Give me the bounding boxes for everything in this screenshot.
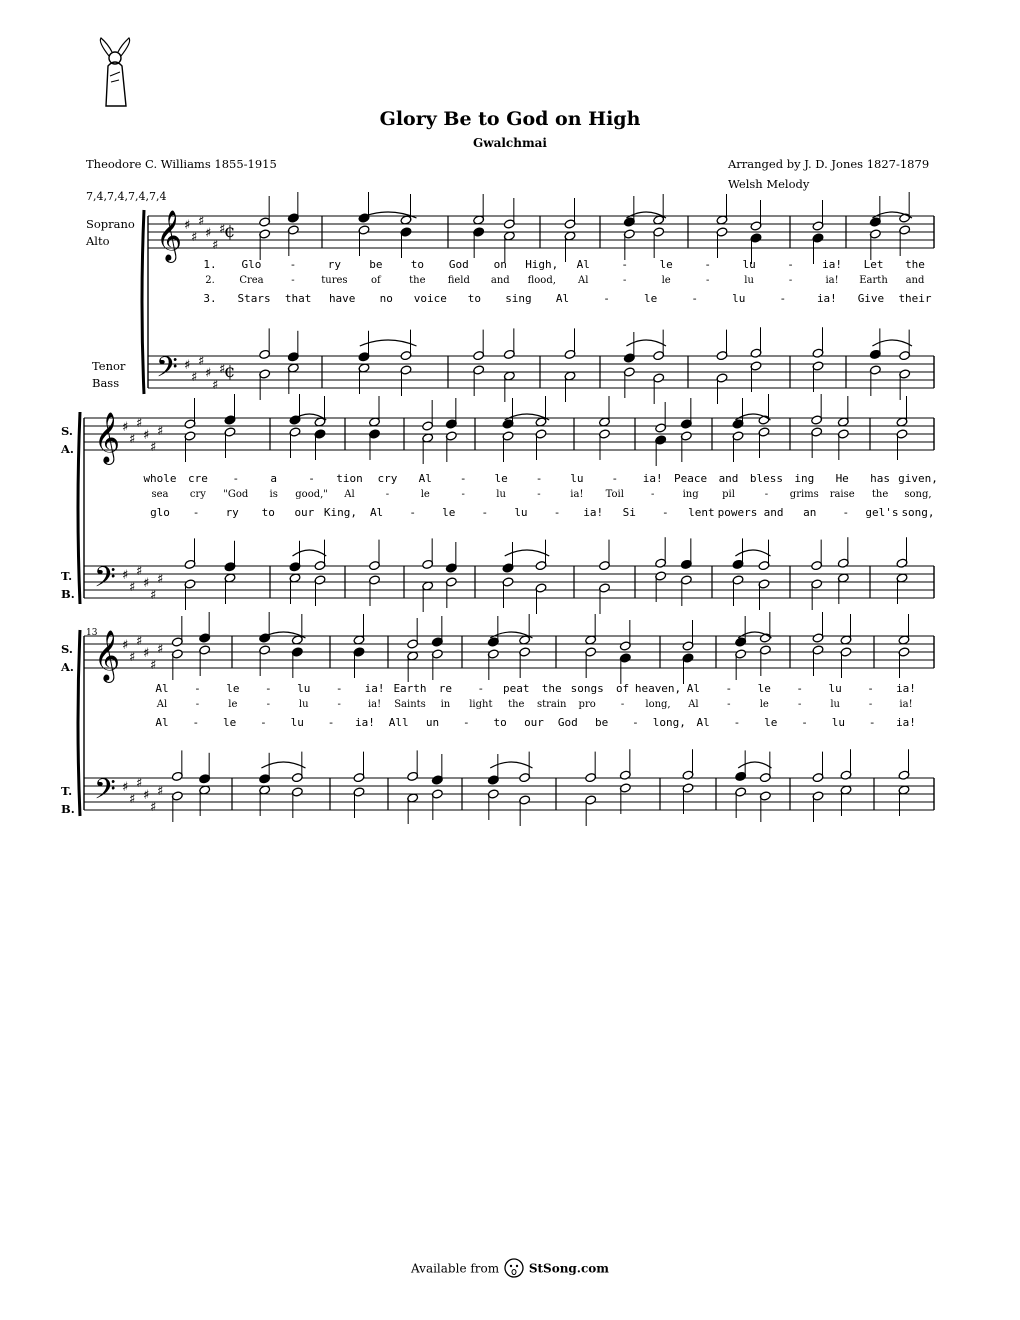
sharp-icon: ♯	[150, 588, 157, 603]
sharp-icon: ♯	[198, 214, 205, 229]
sharp-icon: ♯	[122, 638, 129, 653]
lyric-syllable: of	[371, 275, 381, 286]
lyric-syllable: -	[535, 472, 543, 485]
label-tenor: Tenor	[92, 359, 126, 373]
lyric-syllable: no	[379, 292, 393, 305]
footer-site-link[interactable]: StSong.com	[528, 1261, 609, 1276]
lyric-syllable: -	[477, 682, 485, 695]
lyric-syllable: ia!	[816, 292, 837, 305]
lyric-syllable: of	[615, 682, 630, 695]
label-a-3: A.	[61, 660, 74, 674]
bass-clef-icon: 𝄢	[156, 351, 178, 391]
lyric-syllable: the	[409, 275, 426, 286]
lyric-syllable: -	[553, 506, 561, 519]
lyric-syllable: our	[524, 716, 544, 729]
author: Theodore C. Williams 1855-1915	[86, 157, 277, 171]
lyric-syllable: raise	[829, 489, 855, 500]
lyric-line	[0, 699, 1020, 715]
treble-clef-icon: 𝄞	[156, 210, 183, 261]
footer	[0, 1257, 1020, 1281]
lyric-syllable: -	[308, 472, 315, 485]
lyric-syllable: -	[787, 258, 794, 271]
lyric-syllable: given,	[898, 472, 938, 485]
lyric-line	[0, 716, 1020, 732]
lyric-syllable: Al	[555, 292, 570, 305]
treble-clef-icon: 𝄞	[94, 630, 121, 681]
common-time-icon: ¢	[224, 361, 236, 382]
lyric-syllable: -	[385, 489, 390, 500]
bass-clef-icon: 𝄢	[94, 561, 116, 601]
lyric-syllable: -	[461, 489, 465, 500]
lyric-syllable: and	[718, 472, 739, 485]
lyric-syllable: sea	[151, 489, 169, 500]
lyric-syllable: -	[796, 682, 804, 695]
lyric-syllable: long,	[652, 716, 686, 729]
lyric-syllable: our	[294, 506, 315, 519]
lyric-syllable: lent	[688, 506, 715, 519]
lyric-syllable: sing	[505, 292, 532, 305]
lyric-syllable: Al	[344, 489, 355, 500]
lyric-syllable: cry	[189, 489, 206, 500]
tie	[738, 762, 771, 768]
lyric-syllable: ia!	[570, 489, 584, 500]
lyric-line	[0, 258, 1020, 274]
lyric-syllable: Al	[688, 699, 699, 710]
lyric-syllable: -	[842, 506, 850, 519]
lyric-syllable: the	[508, 699, 525, 710]
sharp-icon: ♯	[129, 580, 136, 595]
lyric-syllable: Al	[418, 472, 432, 485]
lyric-syllable: le	[223, 716, 237, 729]
sharp-icon: ♯	[205, 226, 212, 241]
lyric-syllable: le	[228, 699, 238, 710]
lyric-syllable: -	[725, 682, 733, 695]
lyric-syllable: King,	[323, 506, 358, 519]
lyric-syllable: tures	[321, 275, 348, 286]
lyric-syllable: and	[490, 275, 510, 286]
lyric-syllable: re	[438, 682, 453, 695]
lyric-syllable: -	[868, 716, 876, 729]
lyric-syllable: the	[905, 258, 925, 271]
tie	[735, 550, 770, 556]
tune-name: Gwalchmai	[473, 136, 547, 150]
lyric-syllable: Stars	[237, 292, 271, 305]
tie	[293, 550, 327, 556]
measure-number: 13	[86, 628, 98, 638]
lyric-syllable: cry	[377, 472, 398, 485]
lyric-syllable: Peace	[674, 472, 708, 485]
label-soprano: Soprano	[86, 217, 135, 231]
lyric-syllable: song,	[904, 489, 932, 500]
lyric-syllable: -	[733, 716, 741, 729]
lyric-syllable: -	[779, 292, 787, 305]
sharp-icon: ♯	[191, 230, 198, 245]
lyric-syllable: -	[335, 682, 343, 695]
sharp-icon: ♯	[136, 776, 143, 791]
face-logo-icon	[503, 1257, 525, 1281]
lyric-syllable: lu	[830, 699, 840, 710]
sharp-icon: ♯	[143, 646, 150, 661]
lyric-syllable: ing	[682, 489, 699, 500]
sharp-icon: ♯	[191, 370, 198, 385]
lyric-syllable: an	[803, 506, 817, 519]
tie	[490, 762, 532, 768]
lyric-syllable: be	[595, 716, 609, 729]
label-s-2: S.	[61, 424, 73, 438]
lyric-syllable: -	[801, 716, 808, 729]
sharp-icon: ♯	[184, 358, 191, 373]
lyric-syllable: le	[420, 489, 430, 500]
meter: 7,4,7,4,7,4,7,4	[86, 190, 167, 203]
lyric-syllable: to	[261, 506, 275, 519]
lyric-syllable: Si	[622, 506, 636, 519]
label-b-3: B.	[61, 802, 75, 816]
sharp-icon: ♯	[143, 788, 150, 803]
lyric-syllable: le	[661, 275, 671, 286]
lyric-syllable: -	[798, 699, 802, 710]
lyric-syllable: Al	[686, 682, 701, 695]
lyric-syllable: Earth	[859, 275, 888, 286]
lyric-syllable: ia!	[825, 275, 839, 286]
lyric-syllable: lu	[290, 716, 304, 729]
lyric-syllable: -	[260, 716, 267, 729]
lyric-syllable: -	[764, 489, 769, 500]
lyric-syllable: Earth	[393, 682, 427, 695]
lyric-syllable: ia!	[896, 682, 916, 695]
label-bass: Bass	[92, 376, 120, 390]
lyric-syllable: lu	[742, 258, 756, 271]
lyric-syllable: -	[621, 258, 629, 271]
lyric-syllable: ia!	[822, 258, 842, 271]
lyric-syllable: voice	[413, 292, 447, 305]
lyric-syllable: -	[662, 506, 669, 519]
bass-clef-icon: 𝄢	[94, 773, 116, 813]
lyric-syllable: field	[447, 275, 470, 286]
lyric-line	[0, 275, 1020, 291]
lyric-syllable: Al	[696, 716, 710, 729]
lyric-syllable: Let	[863, 258, 884, 271]
label-t-3: T.	[61, 784, 73, 798]
sharp-icon: ♯	[157, 572, 164, 587]
lyric-syllable: ia!	[364, 682, 385, 695]
lyric-syllable: -	[264, 682, 272, 695]
sharp-icon: ♯	[129, 650, 136, 665]
lyric-syllable: 3.	[203, 292, 217, 305]
sharp-icon: ♯	[212, 238, 219, 253]
lyric-syllable: whole	[143, 472, 177, 485]
lyric-line	[0, 472, 1020, 488]
lyric-syllable: a	[270, 472, 277, 485]
lyric-syllable: and	[763, 506, 784, 519]
lyric-syllable: grims	[789, 489, 819, 500]
lyric-line	[0, 489, 1020, 505]
lyric-syllable: pil	[722, 489, 735, 500]
lyric-syllable: 2.	[205, 275, 215, 286]
common-time-icon: ¢	[224, 221, 236, 242]
lyric-syllable: Al	[156, 699, 168, 710]
lyric-syllable: Al	[578, 275, 589, 286]
lyric-syllable: God	[557, 716, 578, 729]
lyric-syllable: -	[327, 716, 335, 729]
label-s-3: S.	[61, 642, 73, 656]
lyric-syllable: pro	[578, 699, 596, 710]
lyric-syllable: le	[764, 716, 778, 729]
lyric-syllable: -	[459, 472, 467, 485]
lyric-syllable: ia!	[354, 716, 375, 729]
page-title: Glory Be to God on High	[379, 108, 641, 130]
lyric-syllable: that	[284, 292, 312, 305]
sharp-icon: ♯	[212, 378, 219, 393]
lyric-line	[0, 292, 1020, 308]
sharp-icon: ♯	[122, 780, 129, 795]
lyric-syllable: song,	[901, 506, 935, 519]
label-alto: Alto	[86, 234, 110, 248]
lyric-syllable: Crea	[239, 275, 264, 286]
lyric-syllable: -	[704, 258, 711, 271]
lyric-syllable: songs	[570, 682, 604, 695]
sharp-icon: ♯	[198, 354, 205, 369]
sharp-icon: ♯	[129, 792, 136, 807]
lyric-syllable: -	[650, 489, 655, 500]
lyric-line	[0, 506, 1020, 522]
lyric-syllable: Toil	[605, 489, 624, 500]
lyric-syllable: ia!	[896, 716, 916, 729]
lyric-syllable: ia!	[583, 506, 604, 519]
sharp-icon: ♯	[143, 576, 150, 591]
lyric-syllable: -	[192, 506, 200, 519]
lyric-syllable: to	[493, 716, 507, 729]
lyric-syllable: Give	[857, 292, 885, 305]
sharp-icon: ♯	[122, 420, 129, 435]
lyric-syllable: -	[232, 472, 240, 485]
lyric-syllable: to	[467, 292, 481, 305]
tie	[505, 550, 550, 556]
lyric-syllable: lu	[514, 506, 528, 519]
lyric-syllable: has	[870, 472, 891, 485]
lyric-syllable: bless	[749, 472, 783, 485]
treble-clef-icon: 𝄞	[94, 412, 121, 463]
lyric-syllable: light	[469, 699, 493, 710]
lyric-syllable: le	[644, 292, 658, 305]
lyric-syllable: flood,	[527, 275, 556, 286]
sharp-icon: ♯	[122, 568, 129, 583]
lyric-syllable: Saints	[394, 699, 426, 710]
lyric-syllable: and	[905, 275, 925, 286]
sharp-icon: ♯	[136, 634, 143, 649]
lyric-syllable: tion	[336, 472, 363, 485]
lyric-syllable: -	[603, 292, 610, 305]
lyric-syllable: -	[481, 506, 489, 519]
lyric-syllable: have	[328, 292, 356, 305]
lyric-syllable: lu	[298, 699, 309, 710]
lyric-syllable: -	[463, 716, 470, 729]
sharp-icon: ♯	[157, 784, 164, 799]
lyric-syllable: le	[759, 699, 769, 710]
lyric-syllable: the	[541, 682, 562, 695]
sharp-icon: ♯	[157, 642, 164, 657]
lyric-syllable: good,"	[295, 489, 328, 500]
lyric-syllable: le	[494, 472, 508, 485]
lyric-syllable: -	[337, 699, 341, 710]
sharp-icon: ♯	[219, 362, 226, 377]
sharp-icon: ♯	[150, 800, 157, 815]
lyric-syllable: peat	[503, 682, 530, 695]
lyric-syllable: -	[291, 275, 295, 286]
lyric-syllable: All	[388, 716, 409, 729]
lyric-syllable: long,	[645, 699, 671, 710]
lyric-syllable: -	[194, 682, 201, 695]
lyric-syllable: -	[867, 682, 874, 695]
lyric-syllable: ia!	[899, 699, 913, 710]
sharp-icon: ♯	[129, 432, 136, 447]
lyric-syllable: lu	[732, 292, 746, 305]
lyric-syllable: le	[659, 258, 673, 271]
lyric-syllable: -	[195, 699, 200, 710]
lyric-syllable: -	[691, 292, 698, 305]
lyric-syllable: be	[369, 258, 383, 271]
lyric-syllable: -	[868, 699, 873, 710]
lyric-syllable: ry	[225, 506, 239, 519]
lyric-syllable: God	[448, 258, 469, 271]
lyric-syllable: gel's	[865, 506, 899, 519]
sharp-icon: ♯	[184, 218, 191, 233]
lyric-syllable: lu	[828, 682, 842, 695]
lyric-syllable: -	[611, 472, 619, 485]
lyric-line	[0, 682, 1020, 698]
lyric-syllable: He	[835, 472, 849, 485]
sharp-icon: ♯	[205, 366, 212, 381]
tie	[261, 762, 305, 768]
sharp-icon: ♯	[143, 428, 150, 443]
lyric-syllable: Glo	[241, 258, 262, 271]
lyric-syllable: to	[410, 258, 424, 271]
lyric-syllable: lu	[744, 275, 754, 286]
lyric-syllable: -	[620, 699, 625, 710]
sharp-icon: ♯	[136, 564, 143, 579]
lyric-syllable: -	[705, 275, 710, 286]
arranger: Arranged by J. D. Jones 1827-1879	[728, 157, 930, 171]
lyric-syllable: on	[493, 258, 507, 271]
lyric-syllable: heaven,	[634, 682, 682, 695]
lyric-syllable: cre	[187, 472, 208, 485]
lyric-syllable: Al	[576, 258, 590, 271]
sharp-icon: ♯	[150, 440, 157, 455]
lyric-syllable: un	[425, 716, 440, 729]
lyric-syllable: the	[871, 489, 889, 500]
lyric-syllable: -	[727, 699, 731, 710]
lyric-syllable: -	[266, 699, 270, 710]
label-b-2: B.	[61, 587, 75, 601]
lyric-syllable: -	[192, 716, 200, 729]
lyric-syllable: High,	[525, 258, 559, 271]
sharp-icon: ♯	[219, 222, 226, 237]
lyric-syllable: ia!	[367, 699, 382, 710]
lyric-syllable: glo	[150, 506, 170, 519]
lyric-syllable: Al	[369, 506, 384, 519]
lyric-syllable: strain	[536, 699, 567, 710]
lyric-syllable: ing	[794, 472, 815, 485]
footer-available: Available from	[410, 1261, 500, 1276]
lyric-syllable: Al	[155, 716, 169, 729]
lyric-syllable: lu	[297, 682, 311, 695]
sharp-icon: ♯	[157, 424, 164, 439]
lyric-syllable: "God	[223, 489, 249, 500]
label-a-2: A.	[61, 442, 74, 456]
sharp-icon: ♯	[150, 658, 157, 673]
lyric-syllable: -	[623, 275, 627, 286]
lyric-syllable: -	[409, 506, 416, 519]
label-t-2: T.	[61, 569, 73, 583]
lyric-syllable: le	[757, 682, 771, 695]
lyric-syllable: 1.	[203, 258, 217, 271]
lyric-syllable: lu	[570, 472, 584, 485]
lyric-syllable: Al	[155, 682, 169, 695]
tie	[626, 340, 666, 346]
lyric-syllable: lu	[831, 716, 845, 729]
lyric-syllable: in	[440, 699, 451, 710]
lyric-syllable: -	[788, 275, 793, 286]
sharp-icon: ♯	[136, 416, 143, 431]
lyric-syllable: their	[898, 292, 932, 305]
lyric-syllable: lu	[496, 489, 506, 500]
lyric-syllable: ia!	[642, 472, 663, 485]
lyric-syllable: -	[289, 258, 297, 271]
lyric-syllable: le	[226, 682, 240, 695]
lyric-syllable: is	[269, 489, 278, 500]
lyric-syllable: -	[632, 716, 639, 729]
lyric-syllable: ry	[327, 258, 342, 271]
tie	[872, 340, 912, 346]
lyric-syllable: -	[537, 489, 541, 500]
lyric-syllable: powers	[717, 506, 758, 519]
melody-source: Welsh Melody	[728, 177, 810, 191]
lyric-syllable: le	[442, 506, 456, 519]
